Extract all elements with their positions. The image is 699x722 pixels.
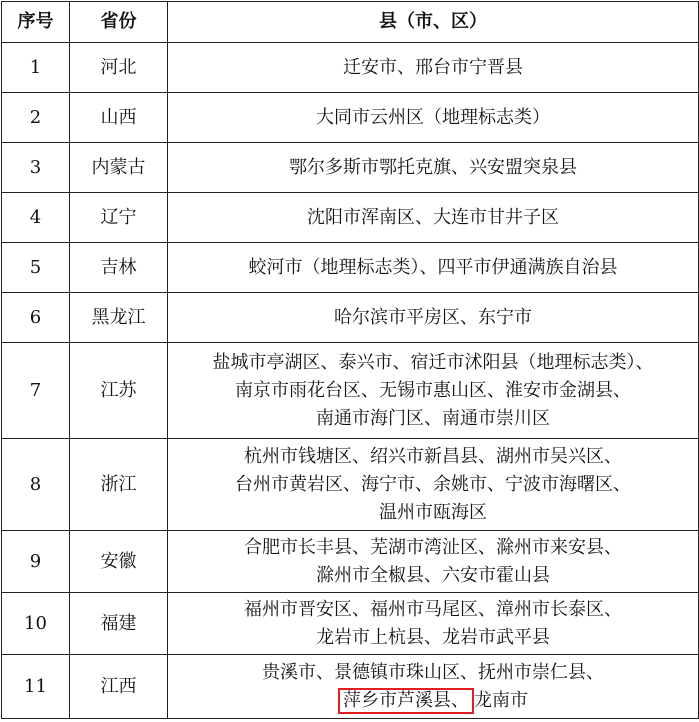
row-province: 吉林 xyxy=(70,243,168,293)
table-row xyxy=(2,531,699,593)
county-line: 南京市雨花台区、无锡市惠山区、淮安市金湖县、 xyxy=(235,379,631,401)
row-counties xyxy=(168,93,699,143)
county-line: 蛟河市（地理标志类）、四平市伊通满族自治县 xyxy=(248,256,618,278)
county-line: 龙岩市上杭县、龙岩市武平县 xyxy=(316,626,550,648)
row-counties xyxy=(168,593,699,655)
row-no: 10 xyxy=(2,593,70,655)
header-province: 省份 xyxy=(70,2,168,43)
row-counties xyxy=(168,655,699,719)
row-province: 江西 xyxy=(70,655,168,719)
county-line: 南通市海门区、南通市崇川区 xyxy=(316,407,550,429)
highlight-box: 萍乡市芦溪县、 xyxy=(338,688,474,714)
row-no: 3 xyxy=(2,143,70,193)
county-line: 福州市晋安区、福州市马尾区、漳州市长泰区、 xyxy=(244,598,622,620)
row-province: 黑龙江 xyxy=(70,293,168,343)
row-counties xyxy=(168,531,699,593)
header-county: 县（市、区） xyxy=(168,2,699,43)
row-counties xyxy=(168,343,699,439)
row-no: 6 xyxy=(2,293,70,343)
row-counties xyxy=(168,439,699,531)
table-row xyxy=(2,439,699,531)
row-province: 安徽 xyxy=(70,531,168,593)
county-line: 哈尔滨市平房区、东宁市 xyxy=(334,306,532,328)
row-no: 9 xyxy=(2,531,70,593)
county-line: 合肥市长丰县、芜湖市湾沚区、滁州市来安县、 xyxy=(244,536,622,558)
county-line: 杭州市钱塘区、绍兴市新昌县、湖州市吴兴区、 xyxy=(244,445,622,467)
county-line: 沈阳市浑南区、大连市甘井子区 xyxy=(307,206,559,228)
table-row xyxy=(2,43,699,93)
row-province: 辽宁 xyxy=(70,193,168,243)
table-row xyxy=(2,655,699,719)
table-row xyxy=(2,193,699,243)
row-province: 内蒙古 xyxy=(70,143,168,193)
row-province: 山西 xyxy=(70,93,168,143)
table-row xyxy=(2,243,699,293)
row-no: 7 xyxy=(2,343,70,439)
row-province: 浙江 xyxy=(70,439,168,531)
county-line: 滁州市全椒县、六安市霍山县 xyxy=(316,564,550,586)
header-no: 序号 xyxy=(2,2,70,43)
row-no: 1 xyxy=(2,43,70,93)
row-no: 5 xyxy=(2,243,70,293)
table-row xyxy=(2,293,699,343)
row-province: 福建 xyxy=(70,593,168,655)
county-table xyxy=(1,1,699,719)
county-line: 迁安市、邢台市宁晋县 xyxy=(343,56,523,78)
table-row xyxy=(2,343,699,439)
row-counties xyxy=(168,43,699,93)
county-line-highlighted xyxy=(172,687,694,715)
row-counties xyxy=(168,143,699,193)
table-row xyxy=(2,93,699,143)
county-line: 温州市瓯海区 xyxy=(379,501,487,523)
county-line: 盐城市亭湖区、泰兴市、宿迁市沭阳县（地理标志类）、 xyxy=(212,351,654,373)
row-no: 8 xyxy=(2,439,70,531)
table-row xyxy=(2,143,699,193)
row-counties xyxy=(168,193,699,243)
table-row xyxy=(2,593,699,655)
row-no: 2 xyxy=(2,93,70,143)
row-province: 河北 xyxy=(70,43,168,93)
county-line: 台州市黄岩区、海宁市、余姚市、宁波市海曙区、 xyxy=(235,473,631,495)
county-line: 贵溪市、景德镇市珠山区、抚州市崇仁县、 xyxy=(262,661,604,683)
table-header-row xyxy=(2,2,699,43)
row-no: 11 xyxy=(2,655,70,719)
row-province: 江苏 xyxy=(70,343,168,439)
county-tail: 龙南市 xyxy=(474,689,528,711)
row-no: 4 xyxy=(2,193,70,243)
county-line: 大同市云州区（地理标志类） xyxy=(316,106,550,128)
row-counties xyxy=(168,293,699,343)
row-counties xyxy=(168,243,699,293)
county-line: 鄂尔多斯市鄂托克旗、兴安盟突泉县 xyxy=(289,156,577,178)
